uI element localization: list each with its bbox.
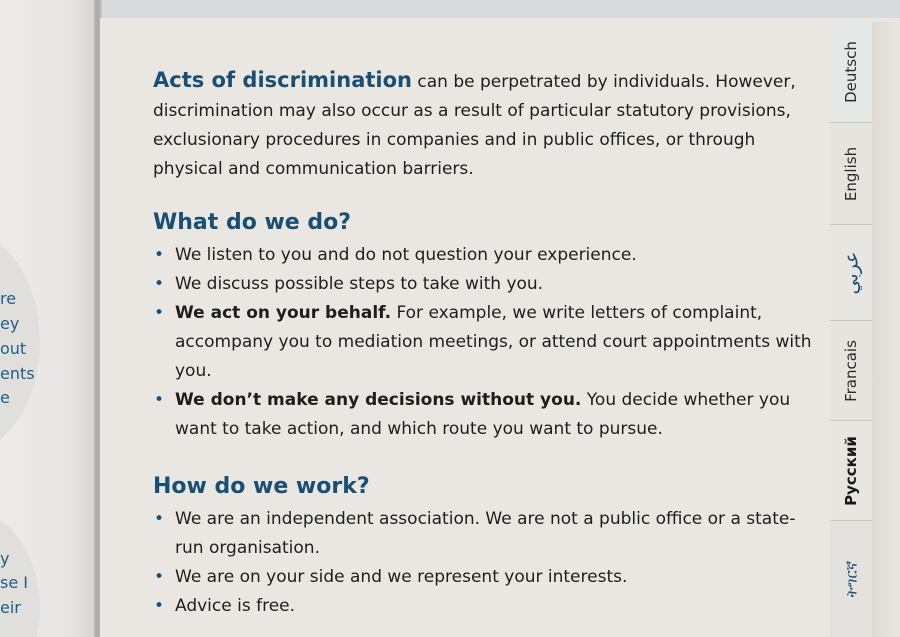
tab-russian[interactable]: [830, 420, 872, 520]
section-heading-what: What do we do?: [153, 210, 351, 235]
left-page: [0, 0, 100, 637]
tab-label: English: [842, 146, 861, 201]
list-item: • We listen to you and do not question your experience.: [153, 241, 813, 270]
list-item: • We don’t make any decisions without you. You decide whether you want to take action, and which route you want to pursue.: [153, 386, 813, 444]
list-item: • We discuss possible steps to take with you.: [153, 270, 813, 299]
tab-label: Francais: [842, 339, 861, 402]
tab-deutsch[interactable]: [830, 22, 872, 122]
tab-edge: [872, 22, 900, 637]
left-text-fragment: out: [0, 339, 27, 358]
intro-text: can be perpetrated by individuals. However, discrimination may also occur as a result of particular statutory provisions, exclusionary procedures in companies and in public offices, or through physical and communication barriers.: [153, 72, 796, 179]
left-text-fragment: ey: [0, 314, 20, 333]
list-item: • We are on your side and we represent your interests.: [153, 563, 813, 592]
page-content: [153, 66, 813, 621]
left-text-fragment: y: [0, 549, 10, 568]
left-text-fragment: eir: [0, 598, 21, 617]
left-text-fragment: se I: [0, 573, 28, 592]
how-list: [153, 505, 813, 621]
left-text-fragment: re: [0, 289, 17, 308]
tab-tigrinya[interactable]: [830, 520, 872, 637]
tab-label: Русский: [842, 435, 861, 506]
what-list: [153, 241, 813, 444]
intro-lead: Acts of discrimination: [153, 68, 412, 92]
tab-francais[interactable]: [830, 320, 872, 420]
tab-label: عربي: [840, 251, 863, 294]
tab-label: Deutsch: [842, 41, 860, 103]
left-text-fragment: ents: [0, 364, 35, 383]
tab-english[interactable]: [830, 122, 872, 224]
list-item: • Advice is free.: [153, 592, 813, 621]
intro-paragraph: [153, 66, 813, 184]
list-item: • We are an independent association. We are not a public office or a state-run organisation.: [153, 505, 813, 563]
left-text-fragment: e: [0, 388, 10, 407]
list-item: • We act on your behalf. For example, we write letters of complaint, accompany you to mediation meetings, or attend court appointments with you.: [153, 299, 813, 386]
section-heading-how: How do we work?: [153, 474, 370, 499]
tab-arabic[interactable]: [830, 224, 872, 320]
tab-label: ትግርኛ: [842, 560, 860, 598]
language-tabs: [830, 22, 872, 637]
